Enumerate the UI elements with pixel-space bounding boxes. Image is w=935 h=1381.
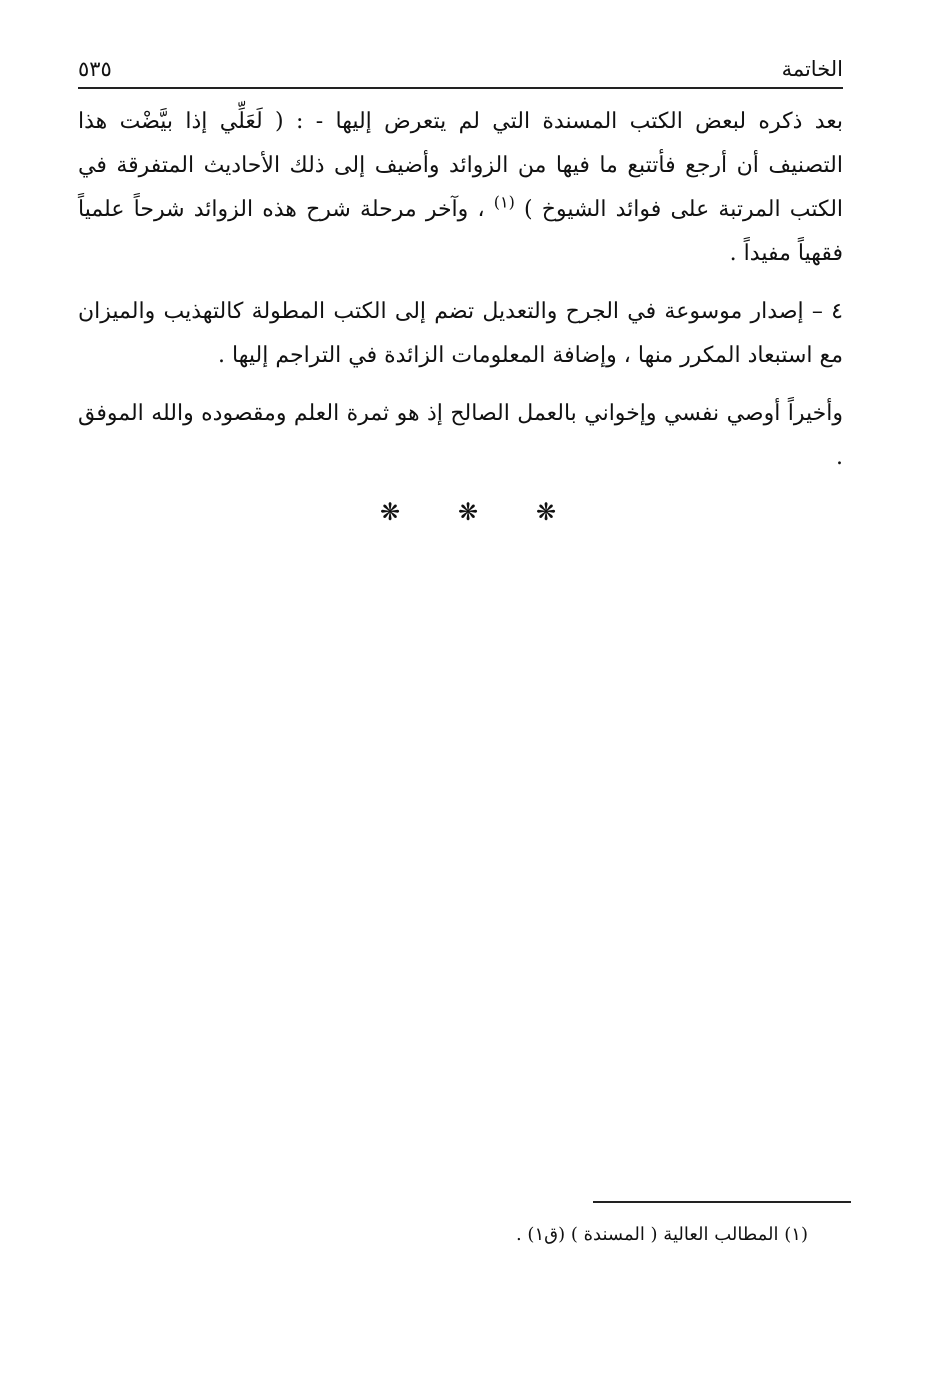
page-number: ٥٣٥ — [78, 57, 112, 81]
paragraph-1 — [78, 100, 843, 276]
paragraph-1-text: بعد ذكره لبعض الكتب المسندة التي لم يتعرض إليها - : ( لَعَلِّي إذا بيَّضْت هذا التصنيف أن أرجع فأتتبع ما فيها من الزوائد وأضيف إلى ذلك الأحاديث المتفرقة في الكتب المرتبة على فوائد الشيوخ ) — [78, 109, 844, 222]
running-head — [78, 52, 843, 88]
header-rule — [78, 87, 843, 89]
section-separator — [378, 497, 558, 527]
footnote: (١) المطالب العالية ( المسندة ) (ق١) . — [515, 1224, 808, 1245]
running-title: الخاتمة — [781, 57, 843, 81]
paragraph-1-text-continued: ، وآخر مرحلة شرح هذه الزوائد شرحاً علمياً فقهياً مفيداً . — [78, 197, 843, 266]
paragraph-2: ٤ – إصدار موسوعة في الجرح والتعديل تضم إلى الكتب المطولة كالتهذيب والميزان مع استبعاد المكرر منها ، وإضافة المعلومات الزائدة في التراجم إليها . — [78, 299, 843, 368]
asterism-mark: ❋ — [379, 498, 401, 526]
asterism-mark: ❋ — [535, 498, 557, 526]
body-text — [78, 100, 843, 494]
footnote-rule — [593, 1201, 851, 1203]
footnote-reference: (١) — [493, 192, 515, 212]
asterism-mark: ❋ — [457, 498, 479, 526]
paragraph-3: وأخيراً أوصي نفسي وإخواني بالعمل الصالح إذ هو ثمرة العلم ومقصوده والله الموفق . — [78, 401, 843, 470]
